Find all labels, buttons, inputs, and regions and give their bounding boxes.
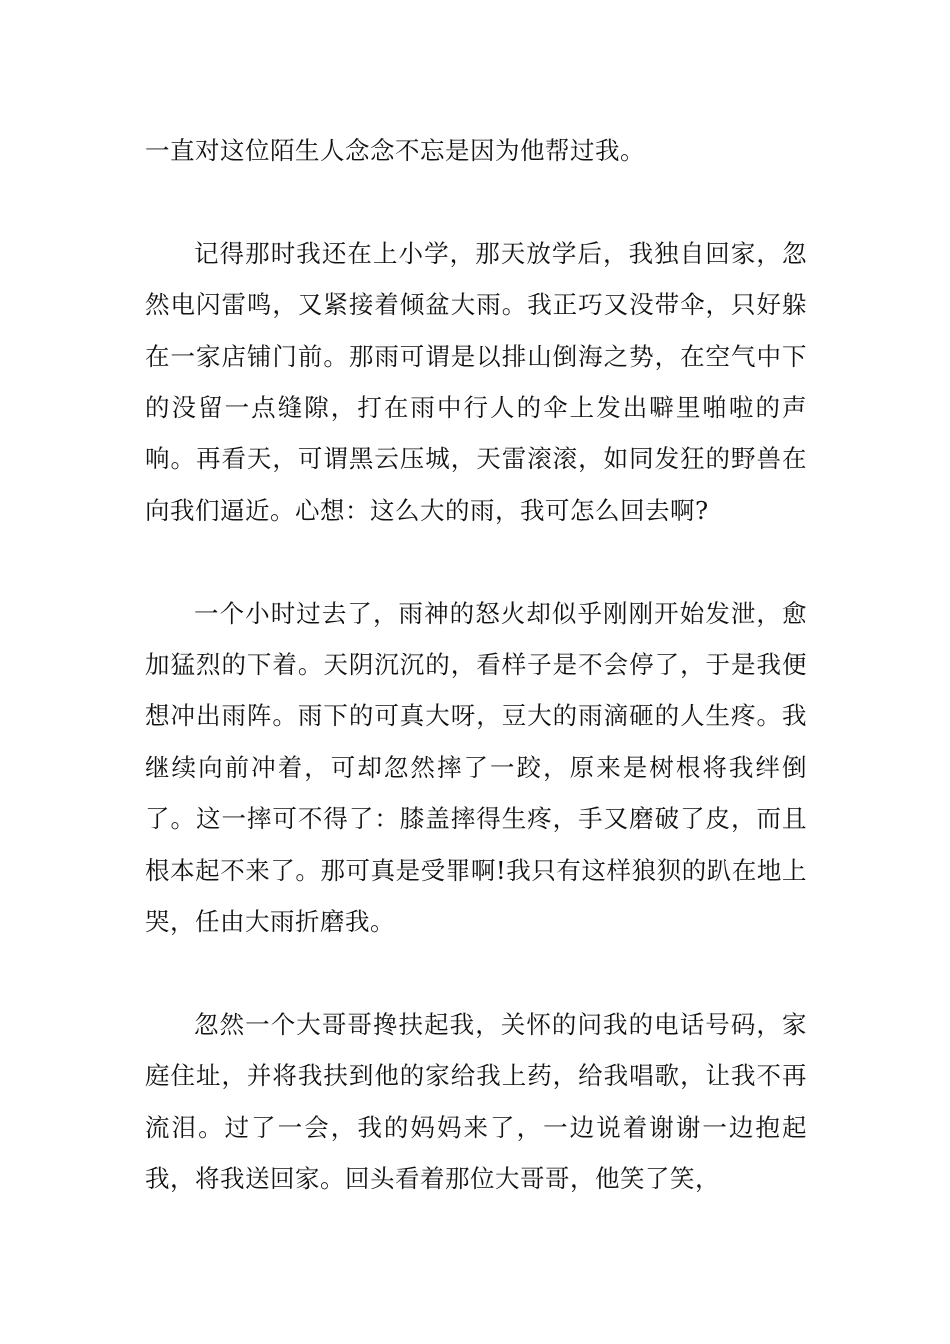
- paragraph-2: 记得那时我还在上小学，那天放学后，我独自回家，忽然电闪雷鸣，又紧接着倾盆大雨。我正巧又没带伞，只好躲在一家店铺门前。那雨可谓是以排山倒海之势，在空气中下的没留一点缝隙，打在雨中行人的伞上发出噼里啪啦的声响。再看天，可谓黑云压城，天雷滚滚，如同发狂的野兽在向我们逼近。心想：这么大的雨，我可怎么回去啊?: [145, 238, 807, 525]
- paragraph-1: 一直对这位陌生人念念不忘是因为他帮过我。: [145, 136, 645, 165]
- paragraph-4: 忽然一个大哥哥搀扶起我，关怀的问我的电话号码，家庭住址，并将我扶到他的家给我上药，给我唱歌，让我不再流泪。过了一会，我的妈妈来了，一边说着谢谢一边抱起我，将我送回家。回头看着那位大哥哥，他笑了笑，: [145, 1009, 807, 1194]
- document-body: [145, 125, 807, 1256]
- paragraph-3: 一个小时过去了，雨神的怒火却似乎刚刚开始发泄，愈加猛烈的下着。天阴沉沉的，看样子是不会停了，于是我便想冲出雨阵。雨下的可真大呀，豆大的雨滴砸的人生疼。我继续向前冲着，可却忽然摔了一跤，原来是树根将我绊倒了。这一摔可不得了：膝盖摔得生疼，手又磨破了皮，而且根本起不来了。那可真是受罪啊!我只有这样狼狈的趴在地上哭，任由大雨折磨我。: [145, 598, 807, 937]
